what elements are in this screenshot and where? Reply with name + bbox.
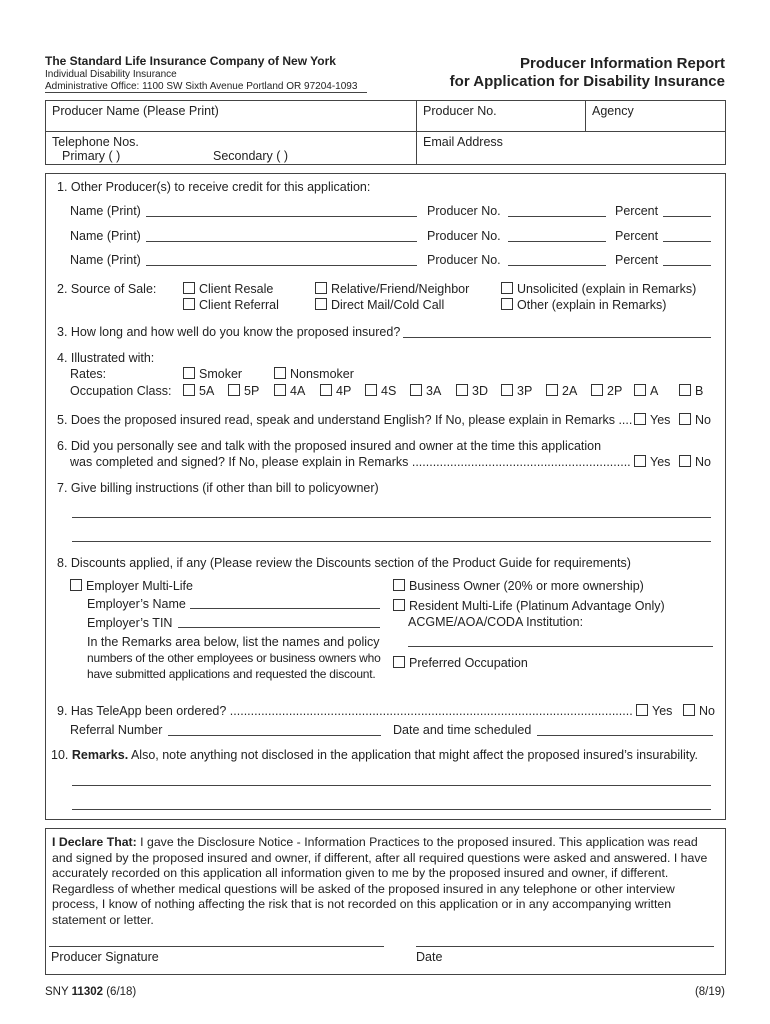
date-line[interactable] <box>416 946 714 947</box>
q8-remarks-note: have submitted applications and requested the discount. <box>87 667 376 681</box>
q4-smoker[interactable]: Smoker <box>183 367 242 381</box>
q1-percent-line[interactable] <box>663 265 711 266</box>
q1-name-label: Name (Print) <box>70 204 141 218</box>
occ-class-4s[interactable]: 4S <box>365 384 396 398</box>
date-label: Date <box>416 950 443 964</box>
q2-direct-mail[interactable]: Direct Mail/Cold Call <box>315 298 444 312</box>
q8-business-owner[interactable]: Business Owner (20% or more ownership) <box>393 579 644 593</box>
occ-class-4a[interactable]: 4A <box>274 384 305 398</box>
q1-producer-no-line[interactable] <box>508 241 606 242</box>
checkbox[interactable] <box>274 384 286 396</box>
q10-remarks-line[interactable] <box>72 809 711 810</box>
producer-no-label: Producer No. <box>423 104 497 118</box>
q6-text-line2: was completed and signed? If No, please explain in Remarks ............................................................... <box>70 455 631 469</box>
checkbox[interactable] <box>183 384 195 396</box>
q1-name-line[interactable] <box>146 241 417 242</box>
q6-no[interactable]: No <box>679 455 711 469</box>
checkbox[interactable] <box>183 298 195 310</box>
checkbox[interactable] <box>315 282 327 294</box>
q1-percent-label: Percent <box>615 253 659 267</box>
telephone-label: Telephone Nos. <box>52 135 139 149</box>
q1-text: 1. Other Producer(s) to receive credit for this application: <box>57 180 371 194</box>
q2-text: 2. Source of Sale: <box>57 282 157 296</box>
q1-name-line[interactable] <box>146 265 417 266</box>
producer-name-label: Producer Name (Please Print) <box>52 104 219 118</box>
q9-date-time-label: Date and time scheduled <box>393 723 532 737</box>
q8-employer-tin-label: Employer’s TIN <box>87 616 173 630</box>
q8-acgme-label: ACGME/AOA/CODA Institution: <box>408 615 584 629</box>
q8-preferred-occupation[interactable]: Preferred Occupation <box>393 656 528 670</box>
q8-remarks-note: numbers of the other employees or business owners who <box>87 651 381 665</box>
q7-answer-line[interactable] <box>72 517 711 518</box>
checkbox[interactable] <box>683 704 695 716</box>
checkbox[interactable] <box>634 413 646 425</box>
q9-yes[interactable]: Yes <box>636 704 672 718</box>
occ-class-a[interactable]: A <box>634 384 658 398</box>
producer-name-field[interactable] <box>45 100 417 132</box>
q9-no[interactable]: No <box>683 704 715 718</box>
occ-class-5a[interactable]: 5A <box>183 384 214 398</box>
q1-producer-no-label: Producer No. <box>427 204 501 218</box>
checkbox[interactable] <box>546 384 558 396</box>
checkbox[interactable] <box>679 455 691 467</box>
checkbox[interactable] <box>456 384 468 396</box>
q9-referral-line[interactable] <box>168 735 381 736</box>
q5-yes[interactable]: Yes <box>634 413 670 427</box>
form-title-line2: for Application for Disability Insurance <box>449 73 725 90</box>
q2-client-resale[interactable]: Client Resale <box>183 282 273 296</box>
q8-text: 8. Discounts applied, if any (Please review the Discounts section of the Product Guide for requirements) <box>57 556 631 570</box>
occ-class-5p[interactable]: 5P <box>228 384 259 398</box>
agency-label: Agency <box>592 104 634 118</box>
q10-remarks-line[interactable] <box>72 785 711 786</box>
checkbox[interactable] <box>634 455 646 467</box>
q5-text: 5. Does the proposed insured read, speak and understand English? If No, please explain in Remarks .... <box>57 413 633 427</box>
secondary-phone-label: Secondary ( ) <box>213 149 289 163</box>
q8-remarks-note: In the Remarks area below, list the names and policy <box>87 635 380 649</box>
q1-percent-line[interactable] <box>663 216 711 217</box>
q1-producer-no-label: Producer No. <box>427 229 501 243</box>
q7-answer-line[interactable] <box>72 541 711 542</box>
checkbox[interactable] <box>410 384 422 396</box>
q1-percent-label: Percent <box>615 229 659 243</box>
telephone-field[interactable] <box>45 131 417 165</box>
q9-date-time-line[interactable] <box>537 735 713 736</box>
checkbox[interactable] <box>636 704 648 716</box>
email-label: Email Address <box>423 135 503 149</box>
declaration-text: I Declare That: I gave the Disclosure Notice - Information Practices to the proposed insured. This application was read and signed by the proposed insured and owner, if different, after all required questions were asked and answered. I have accurately recorded on this application all information given to me by the proposed insured and owner, if different. Regardless of whether medical questions will be asked of the proposed insured in any telephone or other interview process, I know of nothing affecting the risk that is not recorded on this application or in any accompanying written statement or letter. <box>52 835 708 927</box>
occ-class-2p[interactable]: 2P <box>591 384 622 398</box>
q10-text: 10. Remarks. Also, note anything not disclosed in the application that might affect the proposed insured’s insurability. <box>51 748 698 762</box>
q6-text-line1: 6. Did you personally see and talk with the proposed insured and owner at the time this application <box>57 439 602 453</box>
checkbox[interactable] <box>679 384 691 396</box>
q4-text: 4. Illustrated with: <box>57 351 155 365</box>
primary-phone-label: Primary ( ) <box>62 149 121 163</box>
q8-acgme-line[interactable] <box>408 646 713 647</box>
q1-producer-no-label: Producer No. <box>427 253 501 267</box>
q1-producer-no-line[interactable] <box>508 216 606 217</box>
occ-class-3a[interactable]: 3A <box>410 384 441 398</box>
q1-name-label: Name (Print) <box>70 253 141 267</box>
checkbox[interactable] <box>70 579 82 591</box>
checkbox[interactable] <box>393 599 405 611</box>
declaration-heading: I Declare That: <box>52 835 137 849</box>
q8-employer-name-label: Employer’s Name <box>87 597 186 611</box>
producer-no-field[interactable] <box>416 100 586 132</box>
q5-no[interactable]: No <box>679 413 711 427</box>
q2-client-referral[interactable]: Client Referral <box>183 298 279 312</box>
occ-class-b[interactable]: B <box>679 384 703 398</box>
company-address: Administrative Office: 1100 SW Sixth Avenue Portland OR 97204-1093 <box>45 81 358 92</box>
checkbox[interactable] <box>591 384 603 396</box>
division: Individual Disability Insurance <box>45 69 177 80</box>
q4-nonsmoker[interactable]: Nonsmoker <box>274 367 354 381</box>
remarks-heading: Remarks. <box>71 748 129 762</box>
q1-name-label: Name (Print) <box>70 229 141 243</box>
q1-name-line[interactable] <box>146 216 417 217</box>
q2-other[interactable]: Other (explain in Remarks) <box>501 298 666 312</box>
checkbox[interactable] <box>501 384 513 396</box>
q4-occupation-class-label: Occupation Class: <box>70 384 172 398</box>
checkbox[interactable] <box>393 579 405 591</box>
q1-percent-label: Percent <box>615 204 659 218</box>
checkbox[interactable] <box>315 298 327 310</box>
occ-class-2a[interactable]: 2A <box>546 384 577 398</box>
checkbox[interactable] <box>274 367 286 379</box>
q2-unsolicited[interactable]: Unsolicited (explain in Remarks) <box>501 282 696 296</box>
producer-signature-line[interactable] <box>49 946 384 947</box>
q1-producer-no-line[interactable] <box>508 265 606 266</box>
checkbox[interactable] <box>679 413 691 425</box>
form-number: SNY 11302 (6/18) <box>45 986 137 998</box>
q7-text: 7. Give billing instructions (if other than bill to policyowner) <box>57 481 379 495</box>
q8-employer-tin-line[interactable] <box>178 627 380 628</box>
q2-relative-friend[interactable]: Relative/Friend/Neighbor <box>315 282 469 296</box>
occ-class-3d[interactable]: 3D <box>456 384 488 398</box>
checkbox[interactable] <box>320 384 332 396</box>
q8-resident-multi-life[interactable]: Resident Multi-Life (Platinum Advantage Only) <box>393 599 665 613</box>
checkbox[interactable] <box>228 384 240 396</box>
occ-class-3p[interactable]: 3P <box>501 384 532 398</box>
checkbox[interactable] <box>183 282 195 294</box>
checkbox[interactable] <box>365 384 377 396</box>
checkbox[interactable] <box>501 298 513 310</box>
q9-referral-label: Referral Number <box>70 723 163 737</box>
q8-employer-multi-life[interactable]: Employer Multi-Life <box>70 579 193 593</box>
q9-text: 9. Has TeleApp been ordered? .................................................................................................................... <box>57 704 633 718</box>
occ-class-4p[interactable]: 4P <box>320 384 351 398</box>
company-name: The Standard Life Insurance Company of New York <box>45 54 336 68</box>
checkbox[interactable] <box>501 282 513 294</box>
form-title-line1: Producer Information Report <box>519 55 725 72</box>
checkbox[interactable] <box>183 367 195 379</box>
checkbox[interactable] <box>393 656 405 668</box>
q4-rates-label: Rates: <box>70 367 107 381</box>
checkbox[interactable] <box>634 384 646 396</box>
header-rule <box>45 92 367 93</box>
q3-answer-line[interactable] <box>403 337 711 338</box>
revision-date: (8/19) <box>694 986 725 998</box>
agency-field[interactable] <box>585 100 726 132</box>
producer-signature-label: Producer Signature <box>51 950 159 964</box>
q6-yes[interactable]: Yes <box>634 455 670 469</box>
q1-percent-line[interactable] <box>663 241 711 242</box>
email-field[interactable] <box>416 131 726 165</box>
q8-employer-name-line[interactable] <box>190 608 380 609</box>
q3-text: 3. How long and how well do you know the proposed insured? <box>57 325 401 339</box>
